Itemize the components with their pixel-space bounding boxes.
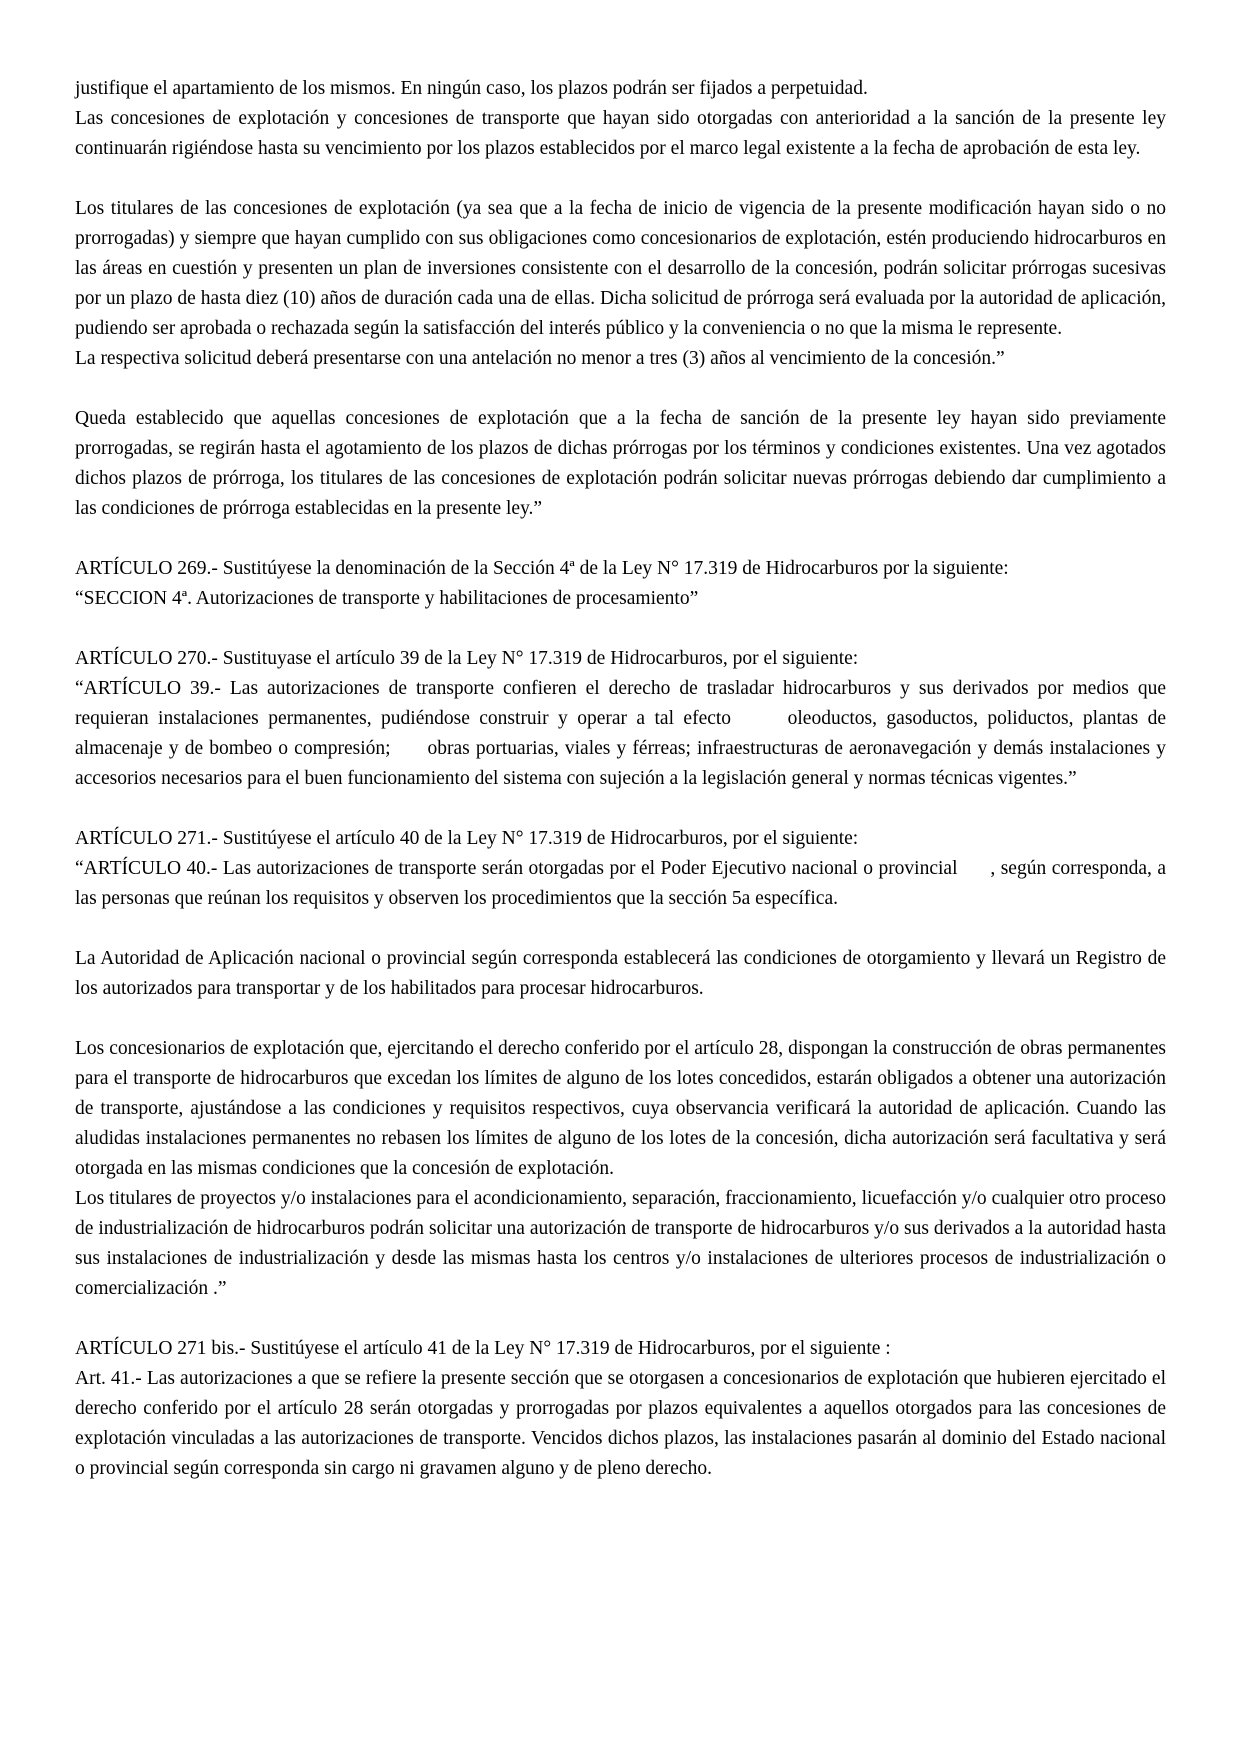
paragraph: La Autoridad de Aplicación nacional o provincial según corresponda establecerá las condiciones de otorgamiento y llevará un Registro de los autorizados para transportar y de los habilitados para procesar hidrocarburos. xyxy=(75,948,1171,999)
paragraph: Queda establecido que aquellas concesiones de explotación que a la fecha de sanción de la presente ley hayan sido previamente prorrogadas, se regirán hasta el agotamiento de los plazos de dichas prórrogas por los términos y condiciones existentes. Una vez agotados dichos plazos de prórroga, los titulares de las concesiones de explotación podrán solicitar nuevas prórrogas debiendo dar cumplimiento a las condiciones de prórroga establecidas en la presente ley.” xyxy=(75,408,1171,519)
paragraph: Los titulares de las concesiones de explotación (ya sea que a la fecha de inicio de vigencia de la presente modificación hayan sido o no prorrogadas) y siempre que hayan cumplido con sus obligaciones como concesionarios de explotación, estén produciendo hidrocarburos en las áreas en cuestión y presenten un plan de inversiones consistente con el desarrollo de la concesión, podrán solicitar prórrogas sucesivas por un plazo de hasta diez (10) años de duración cada una de ellas. Dicha solicitud de prórroga será evaluada por la autoridad de aplicación, pudiendo ser aprobada o rechazada según la satisfacción del interés público y la conveniencia o no que la misma le represente. xyxy=(75,198,1171,339)
paragraph-gap xyxy=(75,1304,1166,1334)
paragraph: “ARTÍCULO 39.- Las autorizaciones de transporte confieren el derecho de trasladar hidrocarburos y sus derivados por medios que requieran instalaciones permanentes, pudiéndose construir y operar a tal efecto oleoductos, gasoductos, poliductos, plantas de almacenaje y de bombeo o compresión; obras portuarias, viales y férreas; infraestructuras de aeronavegación y demás instalaciones y accesorios necesarios para el buen funcionamiento del sistema con sujeción a la legislación general y normas técnicas vigentes.” xyxy=(75,678,1171,789)
paragraph: “ARTÍCULO 40.- Las autorizaciones de transporte serán otorgadas por el Poder Ejecutivo nacional o provincial , según corresponda, a las personas que reúnan los requisitos y observen los procedimientos que la sección 5a específica. xyxy=(75,858,1171,909)
paragraph: Art. 41.- Las autorizaciones a que se refiere la presente sección que se otorgasen a concesionarios de explotación que hubieren ejercitado el derecho conferido por el artículo 28 serán otorgadas y prorrogadas por plazos equivalentes a aquellos otorgados para las concesiones de explotación vinculadas a las autorizaciones de transporte. Vencidos dichos plazos, las instalaciones pasarán al dominio del Estado nacional o provincial según corresponda sin cargo ni gravamen alguno y de pleno derecho. xyxy=(75,1368,1171,1479)
paragraph-gap xyxy=(75,374,1166,404)
article-heading: ARTÍCULO 271.- Sustitúyese el artículo 40 de la Ley N° 17.319 de Hidrocarburos, por el siguiente: xyxy=(75,828,859,849)
document-page xyxy=(75,74,1171,1484)
paragraph: Los concesionarios de explotación que, ejercitando el derecho conferido por el artículo 28, dispongan la construcción de obras permanentes para el transporte de hidrocarburos que excedan los límites de alguno de los lotes concedidos, estarán obligados a obtener una autorización de transporte, ajustándose a las condiciones y requisitos respectivos, cuya observancia verificará la autoridad de aplicación. Cuando las aludidas instalaciones permanentes no rebasen los límites de alguno de los lotes de la concesión, dicha autorización será facultativa y será otorgada en las mismas condiciones que la concesión de explotación. xyxy=(75,1038,1171,1179)
paragraph-gap xyxy=(75,914,1166,944)
paragraph: Los titulares de proyectos y/o instalaciones para el acondicionamiento, separación, fraccionamiento, licuefacción y/o cualquier otro proceso de industrialización de hidrocarburos podrán solicitar una autorización de transporte de hidrocarburos y/o sus derivados a la autoridad hasta sus instalaciones de industrialización y desde las mismas hasta los centros y/o instalaciones de ulteriores procesos de industrialización o comercialización .” xyxy=(75,1188,1171,1299)
article-heading: ARTÍCULO 269.- Sustitúyese la denominación de la Sección 4ª de la Ley N° 17.319 de Hidrocarburos por la siguiente: xyxy=(75,558,1009,579)
paragraph: La respectiva solicitud deberá presentarse con una antelación no menor a tres (3) años al vencimiento de la concesión.” xyxy=(75,348,1005,369)
paragraph-gap xyxy=(75,1004,1166,1034)
paragraph-gap xyxy=(75,614,1166,644)
paragraph-gap xyxy=(75,794,1166,824)
paragraph: justifique el apartamiento de los mismos. En ningún caso, los plazos podrán ser fijados a perpetuidad. xyxy=(75,78,868,99)
paragraph-gap xyxy=(75,524,1166,554)
paragraph-gap xyxy=(75,164,1166,194)
section-title: “SECCION 4ª. Autorizaciones de transporte y habilitaciones de procesamiento” xyxy=(75,588,699,609)
article-heading: ARTÍCULO 270.- Sustituyase el artículo 39 de la Ley N° 17.319 de Hidrocarburos, por el siguiente: xyxy=(75,648,859,669)
article-heading: ARTÍCULO 271 bis.- Sustitúyese el artículo 41 de la Ley N° 17.319 de Hidrocarburos, por el siguiente : xyxy=(75,1338,891,1359)
paragraph: Las concesiones de explotación y concesiones de transporte que hayan sido otorgadas con anterioridad a la sanción de la presente ley continuarán rigiéndose hasta su vencimiento por los plazos establecidos por el marco legal existente a la fecha de aprobación de esta ley. xyxy=(75,108,1171,159)
